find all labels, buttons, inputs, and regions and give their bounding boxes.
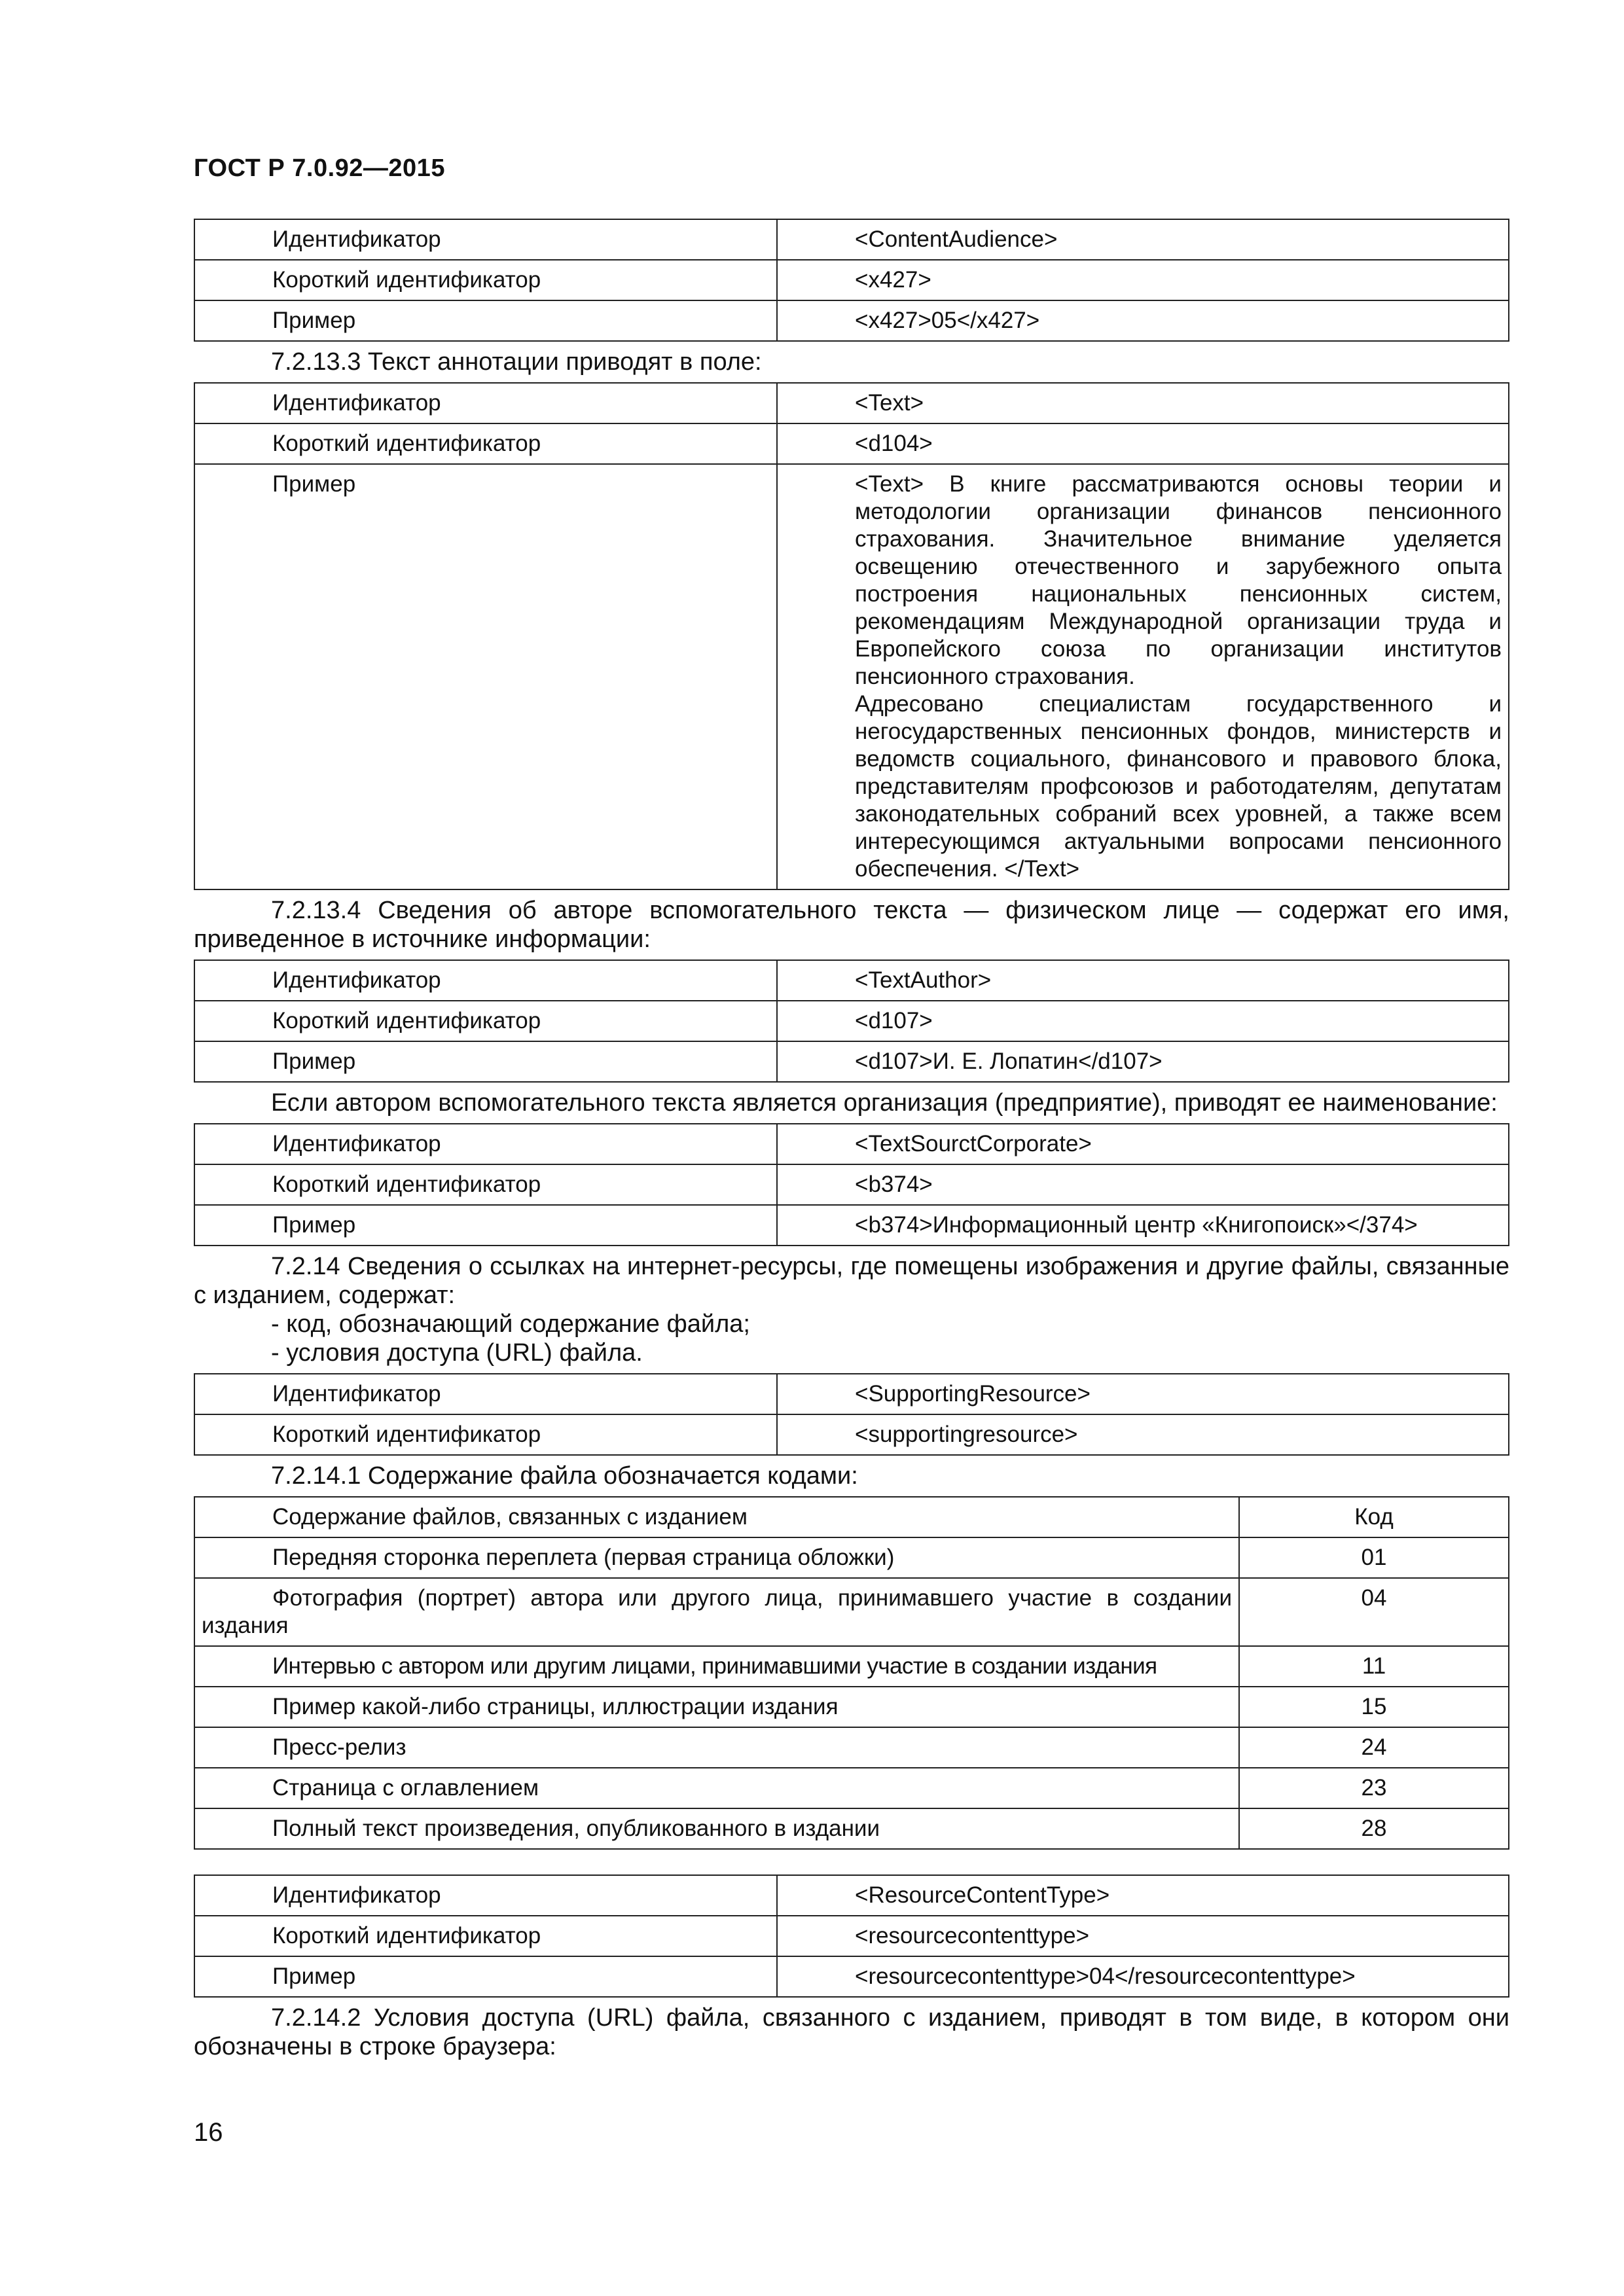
short-identifier-label: Короткий идентификатор bbox=[194, 1414, 777, 1455]
table-row bbox=[194, 1727, 1509, 1768]
table-row bbox=[194, 1646, 1509, 1687]
identifier-value: <SupportingResource> bbox=[777, 1374, 1509, 1414]
table-row bbox=[194, 1875, 1509, 1916]
code-value: 04 bbox=[1239, 1578, 1509, 1646]
list-item: - условия доступа (URL) файла. bbox=[271, 1339, 643, 1367]
example-label: Пример bbox=[194, 464, 777, 889]
example-label: Пример bbox=[194, 300, 777, 341]
example-value: <d107>И. Е. Лопатин</d107> bbox=[777, 1041, 1509, 1082]
identifier-label: Идентификатор bbox=[194, 1124, 777, 1164]
table-header-row bbox=[194, 1497, 1509, 1537]
file-content-codes-table bbox=[194, 1496, 1509, 1850]
short-identifier-label: Короткий идентификатор bbox=[194, 260, 777, 300]
short-identifier-value: <d104> bbox=[777, 423, 1509, 464]
section-7-2-13-3: 7.2.13.3 Текст аннотации приводят в поле: bbox=[271, 348, 762, 376]
table-row bbox=[194, 219, 1509, 260]
example-paragraph-2: Адресовано специалистам государственного и негосударственных пенсионных фондов, министерств и ведомств социального, финансового и правового блока, представителям профсоюзов и работодателям, депутатам законодательных собраний всех уровней, а также всем интересующимся актуальными вопросами пенсионного обеспечения. </Text> bbox=[855, 691, 1502, 882]
identifier-label: Идентификатор bbox=[194, 383, 777, 423]
short-identifier-label: Короткий идентификатор bbox=[194, 1164, 777, 1205]
identifier-value: <TextAuthor> bbox=[777, 960, 1509, 1001]
identifier-label: Идентификатор bbox=[194, 1875, 777, 1916]
code-value: 15 bbox=[1239, 1687, 1509, 1727]
code-description: Интервью с автором или другим лицами, принимавшими участие в создании издания bbox=[194, 1646, 1239, 1687]
standard-header: ГОСТ Р 7.0.92—2015 bbox=[194, 154, 445, 182]
organization-author-paragraph: Если автором вспомогательного текста является организация (предприятие), приводят ее наименование: bbox=[271, 1089, 1498, 1117]
column-header-code: Код bbox=[1239, 1497, 1509, 1537]
identifier-value: <ContentAudience> bbox=[777, 219, 1509, 260]
table-row bbox=[194, 300, 1509, 341]
code-description: Передняя сторонка переплета (первая страница обложки) bbox=[194, 1537, 1239, 1578]
code-description: Страница с оглавлением bbox=[194, 1768, 1239, 1808]
example-value: <resourcecontenttype>04</resourcecontenttype> bbox=[777, 1956, 1509, 1997]
short-identifier-value: <b374> bbox=[777, 1164, 1509, 1205]
table-row bbox=[194, 423, 1509, 464]
spacer bbox=[194, 1850, 1509, 1874]
section-7-2-14-2: 7.2.14.2 Условия доступа (URL) файла, связанного с изданием, приводят в том виде, в котором они обозначены в строке браузера: bbox=[194, 2004, 1509, 2060]
supporting-resource-table bbox=[194, 1373, 1509, 1456]
table-row bbox=[194, 1205, 1509, 1246]
section-7-2-13-4: 7.2.13.4 Сведения об авторе вспомогательного текста — физическом лице — содержат его имя, приведенное в источнике информации: bbox=[194, 897, 1509, 953]
short-identifier-value: <supportingresource> bbox=[777, 1414, 1509, 1455]
text-source-corporate-table bbox=[194, 1123, 1509, 1246]
table-row bbox=[194, 1164, 1509, 1205]
identifier-label: Идентификатор bbox=[194, 1374, 777, 1414]
identifier-label: Идентификатор bbox=[194, 219, 777, 260]
table-row bbox=[194, 1124, 1509, 1164]
table-row bbox=[194, 960, 1509, 1001]
table-row bbox=[194, 1687, 1509, 1727]
table-row bbox=[194, 1374, 1509, 1414]
short-identifier-label: Короткий идентификатор bbox=[194, 423, 777, 464]
table-row bbox=[194, 1578, 1509, 1646]
table-row bbox=[194, 1414, 1509, 1455]
example-label: Пример bbox=[194, 1041, 777, 1082]
list-item: - код, обозначающий содержание файла; bbox=[271, 1310, 750, 1338]
content-audience-table bbox=[194, 219, 1509, 342]
code-description: Фотография (портрет) автора или другого лица, принимавшего участие в создании издания bbox=[194, 1578, 1239, 1646]
column-header-description: Содержание файлов, связанных с изданием bbox=[194, 1497, 1239, 1537]
table-row bbox=[194, 1768, 1509, 1808]
page-number: 16 bbox=[194, 2118, 223, 2147]
table-row bbox=[194, 1956, 1509, 1997]
table-row bbox=[194, 464, 1509, 889]
example-label: Пример bbox=[194, 1205, 777, 1246]
short-identifier-label: Короткий идентификатор bbox=[194, 1001, 777, 1041]
page-content bbox=[194, 219, 1509, 2067]
example-value: <x427>05</x427> bbox=[777, 300, 1509, 341]
table-row bbox=[194, 1041, 1509, 1082]
resource-content-type-table bbox=[194, 1874, 1509, 1998]
table-row bbox=[194, 260, 1509, 300]
annotation-text-table bbox=[194, 382, 1509, 890]
example-value: <b374>Информационный центр «Книгопоиск»</374> bbox=[777, 1205, 1509, 1246]
identifier-label: Идентификатор bbox=[194, 960, 777, 1001]
code-description: Пример какой-либо страницы, иллюстрации издания bbox=[194, 1687, 1239, 1727]
code-value: 11 bbox=[1239, 1646, 1509, 1687]
table-row bbox=[194, 1537, 1509, 1578]
table-row bbox=[194, 1001, 1509, 1041]
code-value: 23 bbox=[1239, 1768, 1509, 1808]
example-value bbox=[777, 464, 1509, 889]
short-identifier-value: <x427> bbox=[777, 260, 1509, 300]
identifier-value: <TextSourctCorporate> bbox=[777, 1124, 1509, 1164]
code-value: 24 bbox=[1239, 1727, 1509, 1768]
short-identifier-value: <resourcecontenttype> bbox=[777, 1916, 1509, 1956]
short-identifier-value: <d107> bbox=[777, 1001, 1509, 1041]
code-value: 28 bbox=[1239, 1808, 1509, 1849]
table-row bbox=[194, 383, 1509, 423]
short-identifier-label: Короткий идентификатор bbox=[194, 1916, 777, 1956]
identifier-value: <ResourceContentType> bbox=[777, 1875, 1509, 1916]
code-value: 01 bbox=[1239, 1537, 1509, 1578]
code-description: Полный текст произведения, опубликованного в издании bbox=[194, 1808, 1239, 1849]
table-row bbox=[194, 1916, 1509, 1956]
section-7-2-14: 7.2.14 Сведения о ссылках на интернет-ресурсы, где помещены изображения и другие файлы, связанные с изданием, содержат: bbox=[194, 1253, 1509, 1309]
example-label: Пример bbox=[194, 1956, 777, 1997]
text-author-table bbox=[194, 960, 1509, 1083]
section-7-2-14-1: 7.2.14.1 Содержание файла обозначается кодами: bbox=[271, 1462, 858, 1490]
identifier-value: <Text> bbox=[777, 383, 1509, 423]
example-paragraph-1: <Text> В книге рассматриваются основы теории и методологии организации финансов пенсионного страхования. Значительное внимание уделяется освещению отечественного и зарубежного опыта построения национальных пенсионных систем, рекомендациям Международной организации труда и Европейского союза по организации институтов пенсионного страхования. bbox=[855, 471, 1502, 689]
code-description: Пресс-релиз bbox=[194, 1727, 1239, 1768]
table-row bbox=[194, 1808, 1509, 1849]
